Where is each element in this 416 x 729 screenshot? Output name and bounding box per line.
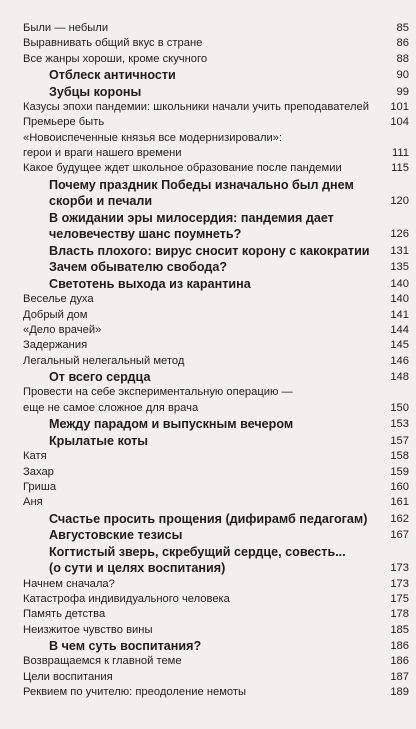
toc-page-number: 111 [391,147,409,160]
toc-entry-title: Выравнивать общий вкус в стране [23,37,203,50]
toc-entry [23,623,409,638]
toc-entry-title: Захар [23,465,54,478]
toc-page-number: 140 [390,277,409,290]
toc-entry [23,100,409,115]
toc-page-number: 141 [390,308,409,321]
toc-entry-title: Казусы эпохи пандемии: школьники начали учить преподавателей [23,101,370,114]
toc-entry-title: Светотень выхода из карантина [49,276,251,291]
toc-entry-title: Легальный нелегальный метод [23,354,185,367]
toc-entry [23,577,409,592]
toc-entry [23,36,409,51]
toc-entry-title: В чем суть воспитания? [49,638,202,653]
toc-page-number: 144 [390,323,409,336]
toc-page-number: 145 [390,339,409,352]
toc-page-number: 178 [390,608,409,621]
toc-entry-title: Крылатые коты [49,433,149,448]
toc-page-number: 187 [390,670,409,683]
toc-entry-title: В ожидании эры милосердия: пандемия дает человечеству шанс поумнеть? [49,210,334,242]
toc-page-number: 159 [390,465,409,478]
toc-page-number: 173 [390,562,409,575]
toc-page-number: 157 [390,434,409,447]
toc-entry [23,338,409,353]
table-of-contents [23,21,409,700]
toc-entry [23,449,409,464]
toc-entry-title: Добрый дом [23,308,88,321]
toc-page-number: 162 [390,512,409,525]
toc-entry [23,592,409,607]
toc-entry-title: Зубцы короны [49,84,142,99]
toc-page-number: 115 [391,162,409,175]
toc-section-heading [23,416,409,433]
toc-section-heading [23,243,409,260]
toc-entry [23,21,409,36]
toc-entry-title: От всего сердца [49,369,151,384]
toc-page-number: 173 [390,577,409,590]
toc-section-heading [23,276,409,293]
toc-page-number: 131 [390,244,409,257]
toc-section-heading [23,369,409,386]
toc-entry [23,308,409,323]
toc-entry-title: Провести на себе экспериментальную операцию — еще не самое сложное для врача [23,386,293,414]
toc-entry-title: Все жанры хороши, кроме скучного [23,52,208,65]
toc-section-heading [23,259,409,276]
toc-entry-title: Катя [23,450,47,463]
toc-page-number: 101 [390,101,409,114]
toc-section-heading [23,67,409,84]
toc-page-number: 126 [390,228,409,241]
toc-page-number: 150 [390,401,409,414]
toc-page-number: 135 [390,261,409,274]
toc-page-number: 99 [396,85,409,98]
toc-page-number: 104 [390,116,409,129]
toc-page-number: 186 [390,655,409,668]
toc-entry-title: Начнем сначала? [23,577,115,590]
toc-section-heading [23,84,409,101]
toc-entry-title: Когтистый зверь, скребущий сердце, совесть... (о сути и целях воспитания) [49,544,346,576]
toc-page-number: 88 [396,52,409,65]
toc-entry [23,654,409,669]
toc-page-number: 153 [390,418,409,431]
toc-entry-title: Цели воспитания [23,670,113,683]
toc-entry-title: Премьере быть [23,116,105,129]
toc-section-heading [23,544,409,577]
toc-entry [23,161,409,176]
toc-entry-title: Возвращаемся к главной теме [23,655,182,668]
toc-entry-title: Зачем обывателю свобода? [49,260,228,275]
toc-entry-title: Катастрофа индивидуального человека [23,592,230,605]
toc-page-number: 167 [390,529,409,542]
toc-entry [23,131,409,162]
toc-entry [23,385,409,416]
toc-entry [23,292,409,307]
toc-entry-title: Счастье просить прощения (дифирамб педагогам) [49,511,368,526]
toc-page-number: 175 [390,592,409,605]
toc-entry-title: Августовские тезисы [49,528,183,543]
toc-entry-title: Задержания [23,339,88,352]
toc-page-number: 160 [390,480,409,493]
toc-entry-title: Веселье духа [23,293,94,306]
toc-page-number: 90 [396,69,409,82]
toc-entry-title: Между парадом и выпускным вечером [49,417,294,432]
toc-page-number: 86 [396,37,409,50]
toc-entry-title: Отблеск античности [49,68,176,83]
toc-entry [23,670,409,685]
toc-entry-title: Гриша [23,480,57,493]
toc-entry-title: Власть плохого: вирус сносит корону с какократии [49,243,370,258]
toc-entry [23,480,409,495]
toc-section-heading [23,177,409,210]
toc-section-heading [23,511,409,528]
toc-page-number: 120 [390,195,409,208]
toc-page-number: 148 [390,370,409,383]
toc-page-number: 185 [390,623,409,636]
toc-entry [23,465,409,480]
toc-section-heading [23,527,409,544]
toc-section-heading [23,210,409,243]
toc-entry-title: «Новоиспеченные князья все модернизировали»: герои и враги нашего времени [23,131,283,160]
toc-entry-title: Аня [23,496,43,509]
toc-entry-title: Были — небыли [23,22,109,34]
toc-entry [23,685,409,700]
toc-entry [23,354,409,369]
toc-page-number: 189 [390,686,409,699]
toc-page-number: 85 [396,22,409,34]
toc-entry [23,115,409,130]
toc-entry [23,495,409,510]
toc-entry [23,323,409,338]
toc-entry-title: Почему праздник Победы изначально был днем скорби и печали [49,177,354,209]
toc-entry [23,607,409,622]
toc-page-number: 146 [390,354,409,367]
toc-section-heading [23,433,409,450]
toc-page-number: 140 [390,293,409,306]
toc-entry-title: Неизжитое чувство вины [23,623,153,636]
toc-entry-title: Реквием по учителю: преодоление немоты [23,686,247,699]
toc-entry [23,52,409,67]
toc-entry-title: Память детства [23,608,106,621]
toc-entry-title: «Дело врачей» [23,323,102,336]
toc-section-heading [23,638,409,655]
toc-entry-title: Какое будущее ждет школьное образование после пандемии [23,162,342,175]
toc-page-number: 186 [390,639,409,652]
toc-page-number: 158 [390,450,409,463]
toc-page-number: 161 [390,496,409,509]
